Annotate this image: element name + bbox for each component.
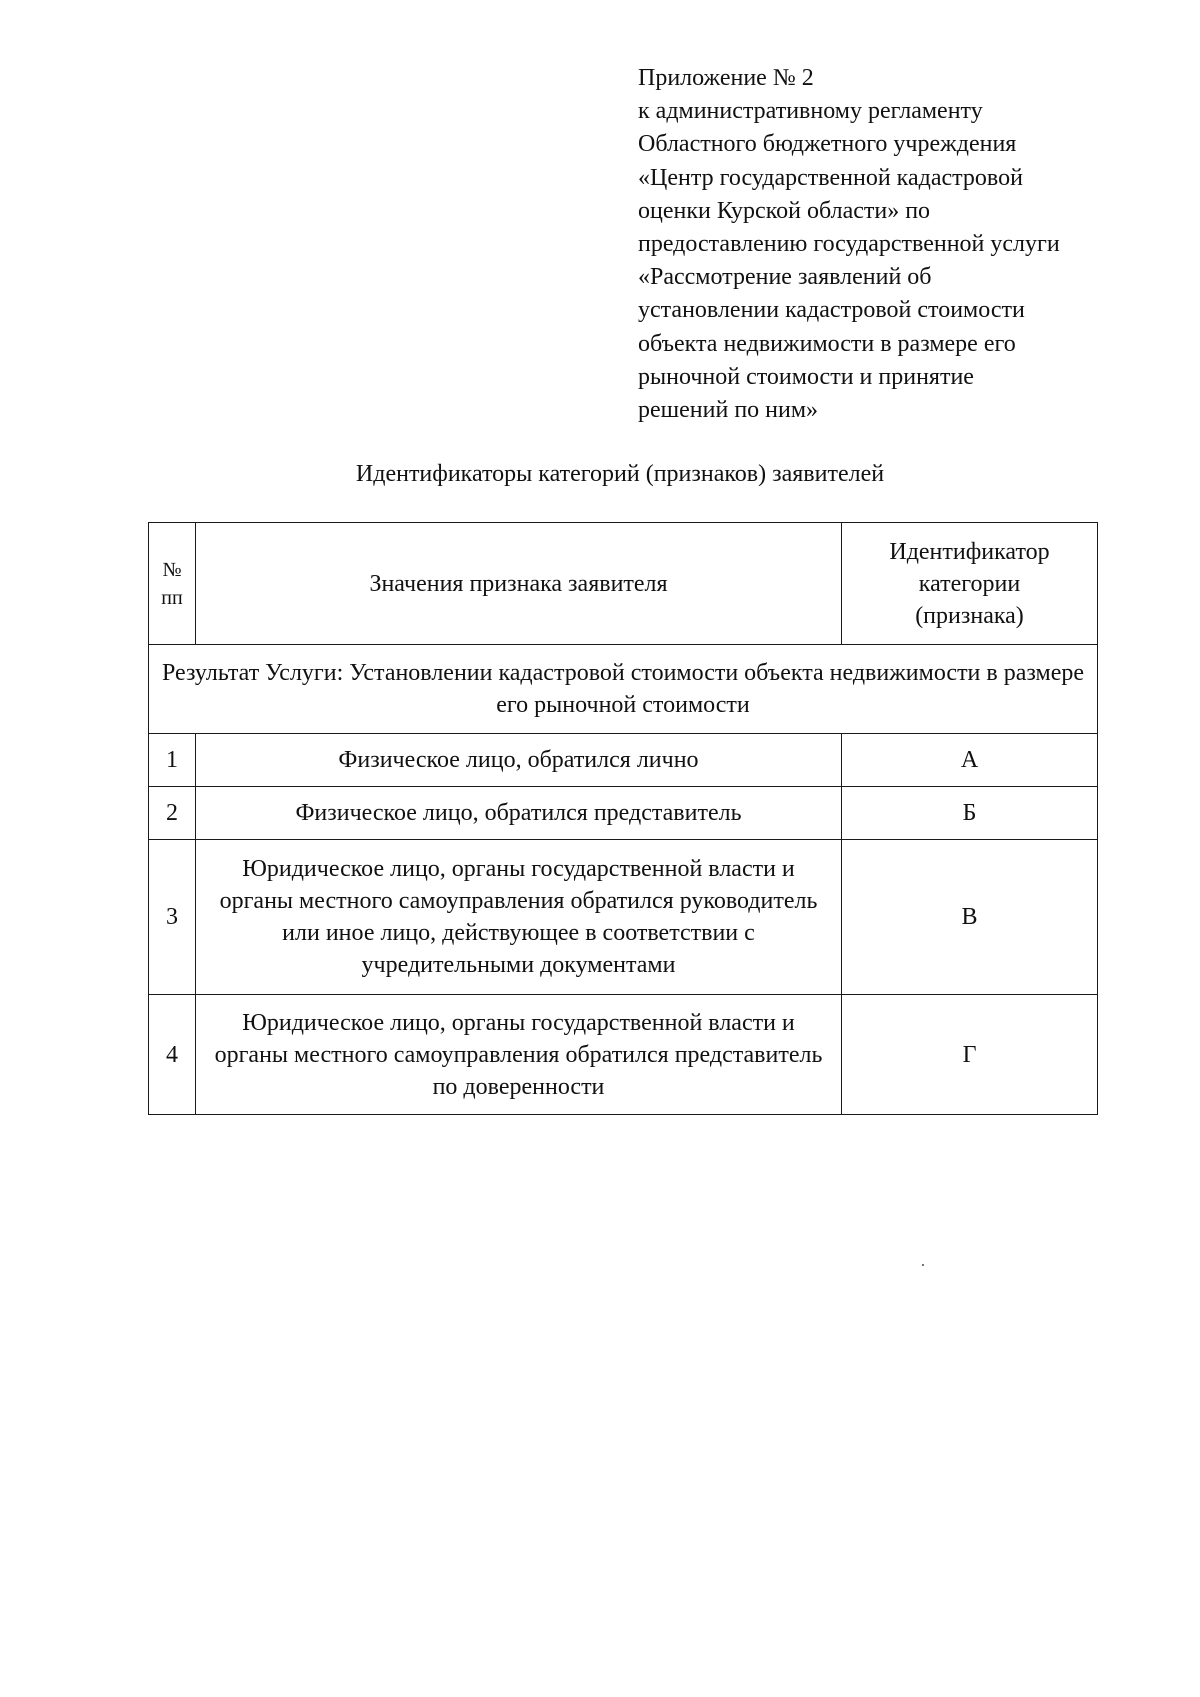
row-number: 1 xyxy=(149,734,196,787)
header-identifier-cell xyxy=(842,523,1098,645)
header-identifier-line: категории xyxy=(918,570,1021,597)
row-value: Юридическое лицо, органы государственной власти и органы местного самоуправления обратился представитель по доверенности xyxy=(196,995,842,1115)
header-number-cell xyxy=(149,523,196,645)
row-identifier: Г xyxy=(842,995,1098,1115)
row-value: Юридическое лицо, органы государственной власти и органы местного самоуправления обратился руководитель или иное лицо, действующее в соответствии с учредительными документами xyxy=(196,840,842,995)
appendix-line: предоставлению государственной услуги xyxy=(638,231,1060,258)
section-title-cell: Результат Услуги: Установлении кадастровой стоимости объекта недвижимости в размере его рыночной стоимости xyxy=(149,645,1098,734)
table-row xyxy=(149,734,1098,787)
row-identifier: В xyxy=(842,840,1098,995)
row-number: 2 xyxy=(149,787,196,840)
appendix-header xyxy=(638,62,1158,427)
row-value: Физическое лицо, обратился представитель xyxy=(196,787,842,840)
table-header-row xyxy=(149,523,1098,645)
appendix-line: «Центр государственной кадастровой xyxy=(638,164,1023,191)
document-title: Идентификаторы категорий (признаков) заявителей xyxy=(355,461,885,487)
row-number: 4 xyxy=(149,995,196,1115)
row-identifier: Б xyxy=(842,787,1098,840)
appendix-line: Приложение № 2 xyxy=(638,65,814,91)
appendix-line: рыночной стоимости и принятие xyxy=(638,363,974,390)
appendix-line: Областного бюджетного учреждения xyxy=(638,131,1017,158)
appendix-line: к административному регламенту xyxy=(638,98,983,125)
appendix-line: установлении кадастровой стоимости xyxy=(638,297,1025,324)
appendix-line: объекта недвижимости в размере его xyxy=(638,330,1016,357)
section-row xyxy=(149,645,1098,734)
table-row xyxy=(149,995,1098,1115)
appendix-line: «Рассмотрение заявлений об xyxy=(638,264,932,291)
header-identifier-line: Идентификатор xyxy=(889,538,1050,565)
header-number-symbol: № xyxy=(162,558,182,581)
table-row xyxy=(149,787,1098,840)
identifiers-table xyxy=(148,522,1098,1115)
row-number: 3 xyxy=(149,840,196,995)
header-number-abbr: пп xyxy=(161,586,183,609)
table-row xyxy=(149,840,1098,995)
scan-speck xyxy=(922,1264,924,1266)
header-identifier-line: (признака) xyxy=(915,602,1024,629)
appendix-line: оценки Курской области» по xyxy=(638,197,931,224)
appendix-line: решений по ним» xyxy=(638,397,819,424)
header-value-cell: Значения признака заявителя xyxy=(196,523,842,645)
row-identifier: А xyxy=(842,734,1098,787)
row-value: Физическое лицо, обратился лично xyxy=(196,734,842,787)
